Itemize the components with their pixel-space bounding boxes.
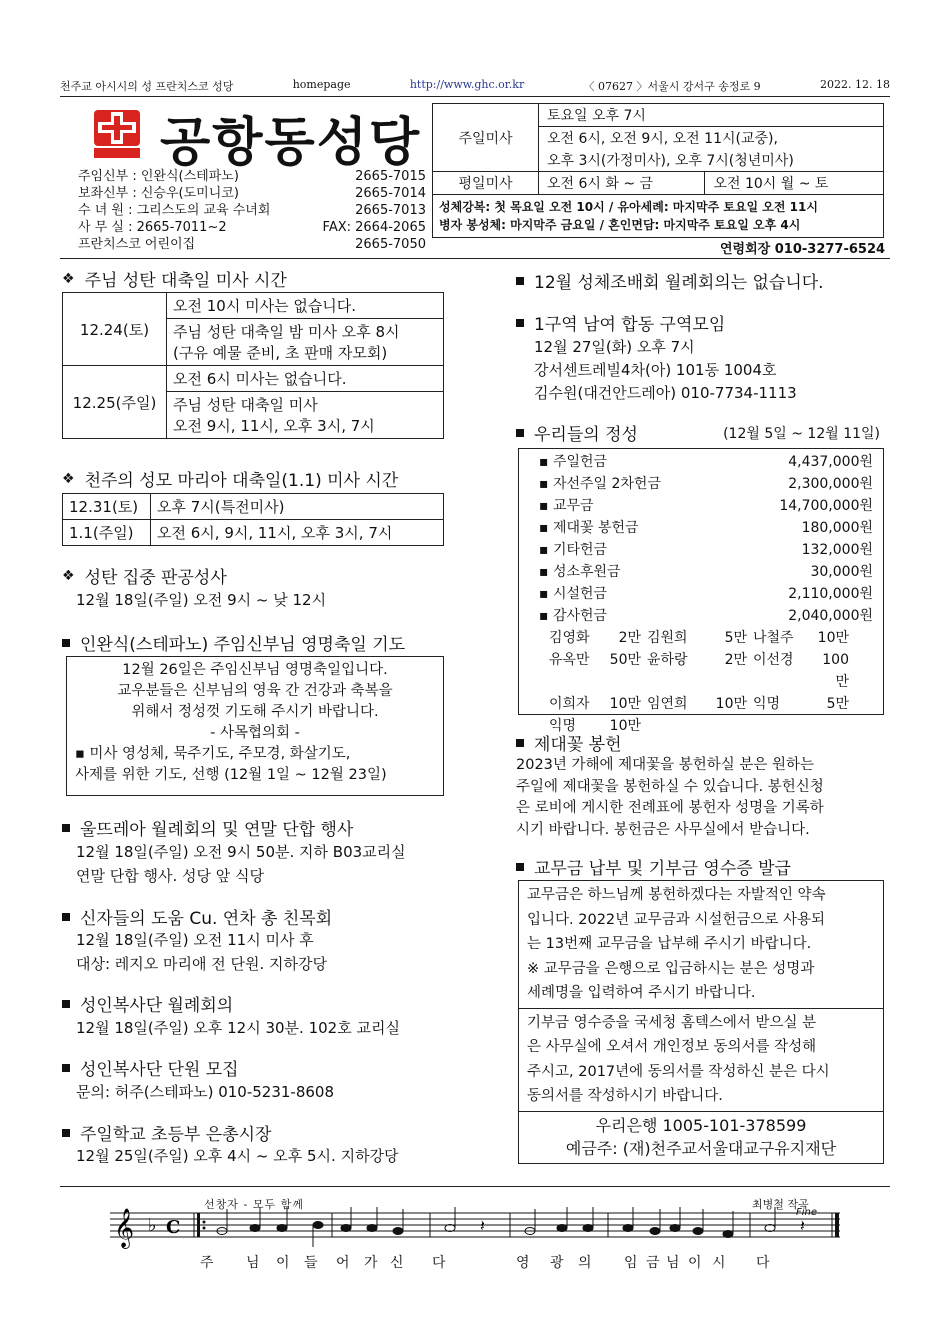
date-cell: 12.31(토)	[63, 494, 151, 520]
s1-heading: ❖ 주님 성탄 대축일 미사 시간	[62, 270, 287, 291]
weekday-mass-2: 오전 10시 월 ~ 토	[705, 172, 884, 195]
offering-row: ▪ 기타헌금 132,000원	[539, 542, 873, 558]
music-leader: 선창자 - 모두 함께	[204, 1198, 304, 1211]
info-cell: 주님 성탄 대축일 미사 오전 9시, 11시, 오후 3시, 7시	[167, 392, 444, 439]
square-bullet-icon	[516, 863, 524, 871]
music-rule	[60, 1186, 890, 1187]
sacrament-info	[432, 194, 884, 238]
church-title: 공항동성당	[160, 113, 422, 173]
square-bullet-icon	[516, 429, 524, 437]
svg-text:𝄽: 𝄽	[480, 1216, 485, 1235]
s4-heading: 인완식(스테파노) 주임신부님 영명축일 기도	[62, 630, 405, 655]
offering-row: ▪ 자선주일 2차헌금 2,300,000원	[539, 476, 873, 492]
r2-heading: 1구역 남여 합동 구역모임	[516, 310, 725, 335]
s5-body: 12월 18일(주일) 오전 9시 50분. 지하 B03교리실 연말 단합 행사. 성당 앞 식당	[76, 843, 406, 885]
r1-heading: 12월 성체조배회 월례회의는 없습니다.	[516, 268, 824, 293]
date-cell: 12.24(토)	[63, 293, 167, 366]
info-cell: 오전 6시 미사는 없습니다.	[167, 366, 444, 392]
staff-row: 주임신부 : 인완식(스테파노) 2665-7015	[78, 169, 426, 184]
s3-body: 12월 18일(주일) 오전 9시 ~ 낮 12시	[76, 591, 327, 609]
offering-row: ▪ 감사헌금 2,040,000원	[539, 608, 873, 624]
music-composer: 최병철 작곡	[752, 1198, 809, 1211]
donor-list: 김영화 2만 김원희 5만 나철주 10만 유옥만 50만 윤하랑 2만 이선경 100만 이희자 10만 임연희 10만 익명 5만 익명 10만	[549, 630, 849, 734]
r5-heading: 교무금 납부 및 기부금 영수증 발급	[516, 854, 791, 879]
s5-heading: 울뜨레아 월례회의 및 연말 단합 행사	[62, 815, 353, 840]
staff-row: 프란치스코 어린이집 2665-7050	[78, 237, 426, 252]
square-bullet-icon	[62, 1064, 70, 1072]
diamond-bullet-icon: ❖	[62, 567, 75, 584]
header-rule	[60, 96, 890, 97]
s7-heading: 성인복사단 월례회의	[62, 991, 233, 1016]
square-bullet-icon	[516, 277, 524, 285]
s2-heading: ❖ 천주의 성모 마리아 대축일(1.1) 미사 시간	[62, 470, 399, 491]
s7-body: 12월 18일(주일) 오후 12시 30분. 102호 교리실	[76, 1019, 400, 1037]
s6-heading: 신자들의 도움 Cu. 연차 총 친목회	[62, 904, 332, 929]
sacrament-line: 성체강복: 첫 목요일 오전 10시 / 유아세례: 마지막주 토요일 오전 11시	[439, 200, 818, 214]
offerings-box	[518, 448, 884, 734]
square-bullet-icon	[62, 639, 70, 647]
music-fine: Fine	[796, 1207, 818, 1218]
offering-row: ▪ 주일헌금 4,437,000원	[539, 454, 873, 470]
sunday-mass-line: 토요일 오후 7시	[539, 104, 884, 127]
s9-heading: 주일학교 초등부 은총시장	[62, 1120, 271, 1145]
square-bullet-icon	[62, 1129, 70, 1137]
r3-heading: 우리들의 정성 (12월 5일 ~ 12월 11일)	[516, 420, 880, 445]
account-owner: 예금주: (재)천주교서울대교구유지재단	[565, 1138, 837, 1158]
homepage-label: homepage	[292, 78, 351, 91]
svg-text:𝄞: 𝄞	[114, 1208, 135, 1248]
info-cell: 주님 성탄 대축일 밤 미사 오후 8시 (구유 예물 준비, 초 판매 자모회)	[167, 319, 444, 366]
offering-row: ▪ 교무금 14,700,000원	[539, 498, 873, 514]
square-bullet-icon	[516, 739, 524, 747]
council-phone: 연령회장 010-3277-6524	[720, 242, 886, 257]
staff-list	[78, 168, 426, 253]
s6-body: 12월 18일(주일) 오전 11시 미사 후 대상: 레지오 마리애 전 단원. 지하강당	[76, 931, 328, 973]
square-bullet-icon	[62, 913, 70, 921]
s8-body: 문의: 허주(스테파노) 010-5231-8608	[76, 1083, 335, 1101]
dues-box	[518, 880, 884, 1164]
s9-body: 12월 25일(주일) 오후 4시 ~ 오후 5시. 지하강당	[76, 1147, 399, 1165]
info-cell: 오전 10시 미사는 없습니다.	[167, 293, 444, 319]
square-bullet-icon	[62, 824, 70, 832]
r2-body: 12월 27일(화) 오후 7시 강서센트레빌4차(아) 101동 1004호 김수원(대건안드레아) 010-7734-1113	[534, 338, 797, 402]
weekday-mass-label: 평일미사	[433, 172, 539, 195]
diamond-bullet-icon: ❖	[62, 270, 75, 287]
homepage-link[interactable]: http://www.ghc.or.kr	[409, 78, 525, 91]
receipt-text: 기부금 영수증을 국세청 홈텍스에서 받으실 분 은 사무실에 오셔서 개인정보 동의서를 작성해 주시고, 2017년에 동의서를 작성하신 분은 다시 동의서를 작성하시기 바랍니다.	[519, 1009, 883, 1112]
mass-schedule	[432, 103, 884, 195]
dues-text: 교무금은 하느님께 봉헌하겠다는 자발적인 약속 입니다. 2022년 교무금과 시설헌금으로 사용되 는 13번째 교무금을 납부해 주시기 바랍니다. ※ 교무금을 은행으로 입금하시는 분은 성명과 세례명을 입력하여 주시기 바랍니다.	[519, 881, 883, 1009]
sunday-mass-line: 오전 6시, 오전 9시, 오전 11시(교중),	[539, 127, 884, 150]
r4-heading: 제대꽃 봉헌	[516, 730, 622, 755]
section-rule	[60, 258, 890, 259]
feast-prayer-box: 12월 26일은 주임신부님 영명축일입니다. 교우분들은 신부님의 영육 간 건강과 축복을 위해서 정성껏 기도해 주시기 바랍니다. - 사목협의회 - ▪ 미사 영성체, 묵주기도, 주모경, 화살기도, 사제를 위한 기도, 선행 (12월 1일 ~ 12월 23일)	[66, 656, 444, 796]
sunday-mass-label: 주일미사	[433, 104, 539, 172]
s3-heading: ❖ 성탄 집중 판공성사	[62, 567, 227, 588]
address: 〈 07627 〉서울시 강서구 송정로 9	[583, 80, 761, 93]
date-cell: 1.1(주일)	[63, 520, 151, 546]
sacrament-line: 병자 봉성체: 마지막주 금요일 / 혼인면담: 마지막주 토요일 오후 4시	[439, 218, 801, 232]
church-org: 천주교 아시시의 성 프란치스코 성당	[60, 80, 234, 93]
bank-account: 우리은행 1005-101-378599	[595, 1115, 807, 1135]
bank-info	[519, 1112, 883, 1160]
square-bullet-icon	[62, 1000, 70, 1008]
staff-row: 사 무 실 : 2665-7011~2 FAX: 2664-2065	[78, 220, 426, 235]
date-cell: 12.25(주일)	[63, 366, 167, 439]
square-bullet-icon	[516, 319, 524, 327]
info-cell: 오전 6시, 9시, 11시, 오후 3시, 7시	[151, 520, 444, 546]
info-cell: 오후 7시(특전미사)	[151, 494, 444, 520]
s8-heading: 성인복사단 단원 모집	[62, 1055, 239, 1080]
diamond-bullet-icon: ❖	[62, 470, 75, 487]
svg-text:♭: ♭	[148, 1215, 157, 1236]
offering-row: ▪ 시설헌금 2,110,000원	[539, 586, 873, 602]
music-staff	[110, 1195, 850, 1255]
staff-row: 보좌신부 : 신승우(도미니코) 2665-7014	[78, 186, 426, 201]
r4-body: 2023년 가해에 제대꽃을 봉헌하실 분은 원하는 주일에 제대꽃을 봉헌하실 수 있습니다. 봉헌신청 은 로비에 게시한 전례표에 봉헌자 성명을 기록하 시기 바랍니다. 봉헌금은 사무실에서 받습니다.	[516, 757, 824, 838]
weekday-mass-1: 오전 6시 화 ~ 금	[539, 172, 705, 195]
church-logo	[92, 108, 142, 158]
offering-row: ▪ 제대꽃 봉헌금 180,000원	[539, 520, 873, 536]
staff-row: 수 녀 원 : 그리스도의 교육 수녀회 2665-7013	[78, 203, 426, 218]
issue-date: 2022. 12. 18	[819, 78, 890, 91]
new-year-mass-table	[62, 493, 444, 546]
christmas-mass-table	[62, 292, 444, 439]
svg-text:𝄽: 𝄽	[800, 1216, 805, 1235]
svg-text:C: C	[166, 1217, 181, 1238]
offering-row: ▪ 성소후원금 30,000원	[539, 564, 873, 580]
sunday-mass-line: 오후 3시(가정미사), 오후 7시(청년미사)	[539, 149, 884, 172]
header-line	[60, 78, 890, 94]
